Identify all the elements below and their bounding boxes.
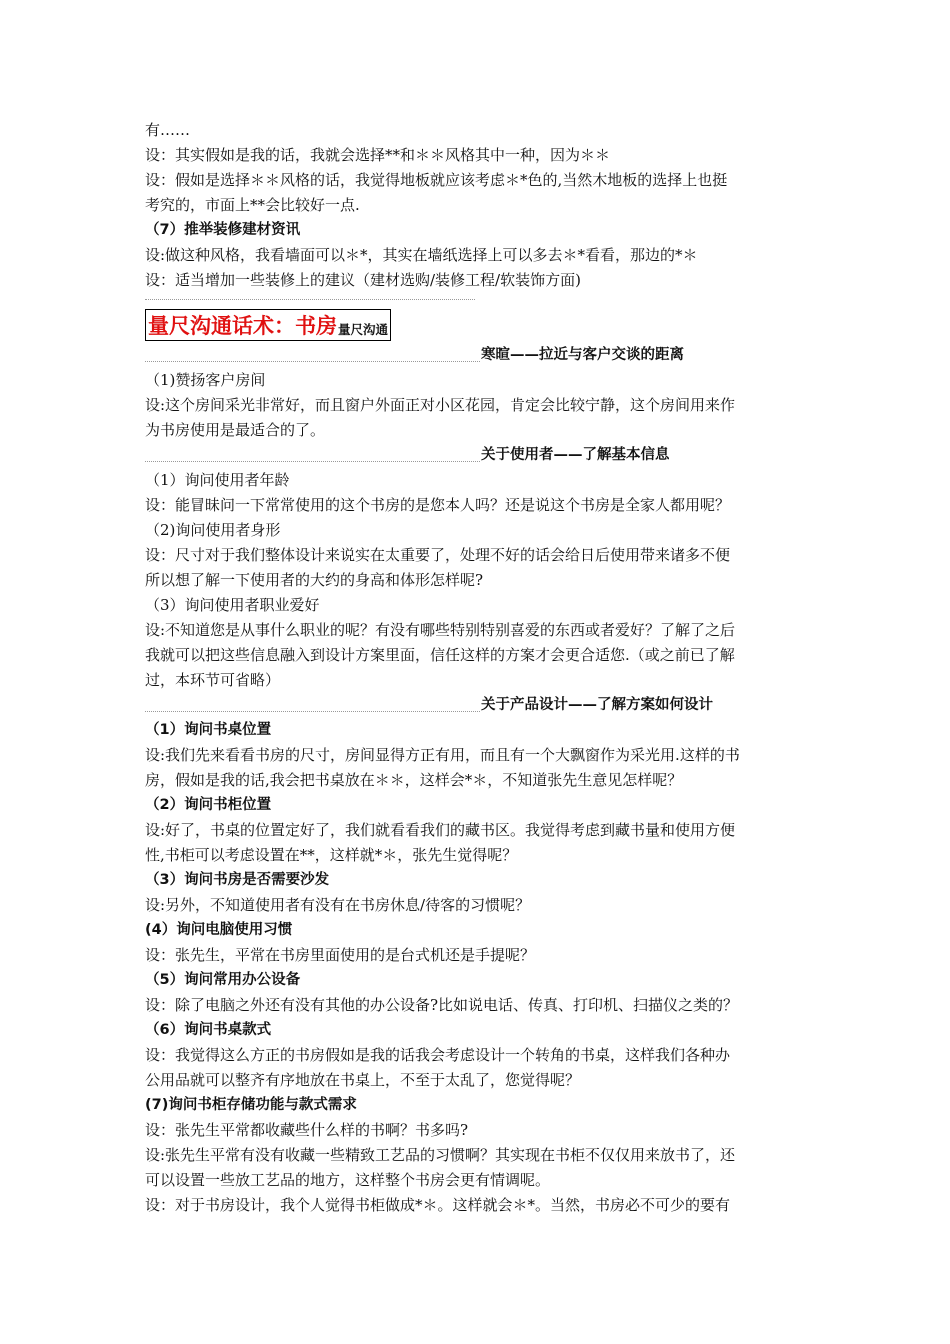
dotted-divider [145, 293, 815, 307]
text-line: 过，本环节可省略） [145, 671, 281, 689]
text-line: 所以想了解一下使用者的大约的身高和体形怎样呢? [145, 571, 484, 589]
section-heading-label: 关于产品设计——了解方案如何设计 [481, 697, 713, 713]
section-title [145, 309, 815, 343]
subheading: （7）推举装修建材资讯 [145, 222, 301, 238]
text-line: 设:另外，不知道使用者有没有在书房休息/待客的习惯呢？ [145, 896, 531, 914]
text-line: 设：适当增加一些装修上的建议（建材选购/装修工程/软装饰方面) [145, 271, 581, 289]
section-heading-product [145, 693, 815, 718]
text-line: 设:不知道您是从事什么职业的呢？有没有哪些特别特别喜爱的东西或者爱好？了解了之后 [145, 621, 736, 639]
text-line: 有…… [145, 121, 191, 139]
text-line: 设:张先生平常有没有收藏一些精致工艺品的习惯啊？其实现在书柜不仅仅用来放书了，还 [145, 1146, 736, 1164]
subheading: (7)询问书柜存储功能与款式需求 [145, 1097, 357, 1113]
subheading: (4）询问电脑使用习惯 [145, 922, 293, 938]
text-line: 房，假如是我的话,我会把书桌放在＊＊，这样会*＊，不知道张先生意见怎样呢？ [145, 771, 683, 789]
text-line: 公用品就可以整齐有序地放在书桌上，不至于太乱了，您觉得呢？ [145, 1071, 581, 1089]
document-page [145, 118, 815, 1218]
text-line: 设:好了，书桌的位置定好了，我们就看看我们的藏书区。我觉得考虑到藏书量和使用方便 [145, 821, 736, 839]
text-line: 设：其实假如是我的话，我就会选择**和＊＊风格其中一种，因为＊＊ [145, 146, 611, 164]
text-line: （1)赞扬客户房间 [145, 371, 266, 389]
text-line: 设：我觉得这么方正的书房假如是我的话我会考虑设计一个转角的书桌，这样我们各种办 [145, 1046, 731, 1064]
text-line: 设：能冒昧问一下常常使用的这个书房的是您本人吗？还是说这个书房是全家人都用呢？ [145, 496, 731, 514]
section-heading-label: 寒暄——拉近与客户交谈的距离 [481, 347, 684, 363]
text-line: 设：对于书房设计，我个人觉得书柜做成*＊。这样就会＊*。当然，书房必不可少的要有 [145, 1196, 731, 1214]
text-line: 性,书柜可以考虑设置在**，这样就*＊，张先生觉得呢？ [145, 846, 518, 864]
text-line: 考究的，市面上**会比较好一点. [145, 196, 360, 214]
text-line: 设：张先生，平常在书房里面使用的是台式机还是手提呢？ [145, 946, 536, 964]
section-heading-greeting [145, 343, 815, 368]
section-heading-label: 关于使用者——了解基本信息 [481, 447, 670, 463]
subheading: （6）询问书桌款式 [145, 1022, 272, 1038]
subheading: （3）询问书房是否需要沙发 [145, 872, 330, 888]
section-title-box [145, 309, 391, 341]
text-line: 设：张先生平常都收藏些什么样的书啊？书多吗? [145, 1121, 469, 1139]
text-line: （3）询问使用者职业爱好 [145, 596, 320, 614]
text-line: 设:这个房间采光非常好，而且窗户外面正对小区花园，肯定会比较宁静，这个房间用来作 [145, 396, 736, 414]
text-line: 可以设置一些放工艺品的地方，这样整个书房会更有情调呢。 [145, 1171, 551, 1189]
section-title-sub: 量尺沟通 [338, 322, 389, 337]
text-line: 设:我们先来看看书房的尺寸，房间显得方正有用，而且有一个大飘窗作为采光用.这样的书 [145, 746, 740, 764]
section-title-main: 量尺沟通话术：书房 [148, 314, 337, 338]
text-line: 设：除了电脑之外还有没有其他的办公设备?比如说电话、传真、打印机、扫描仪之类的？ [145, 996, 739, 1014]
section-heading-user [145, 443, 815, 468]
text-line: （1）询问使用者年龄 [145, 471, 290, 489]
text-line: 设:做这种风格，我看墙面可以＊*，其实在墙纸选择上可以多去＊*看看，那边的*＊ [145, 246, 698, 264]
subheading: （5）询问常用办公设备 [145, 972, 301, 988]
text-line: （2)询问使用者身形 [145, 521, 281, 539]
text-line: 设：尺寸对于我们整体设计来说实在太重要了，处理不好的话会给日后使用带来诸多不便 [145, 546, 731, 564]
text-line: 设：假如是选择＊＊风格的话，我觉得地板就应该考虑＊*色的,当然木地板的选择上也挺 [145, 171, 728, 189]
subheading: （2）询问书柜位置 [145, 797, 272, 813]
text-line: 为书房使用是最适合的了。 [145, 421, 326, 439]
subheading: （1）询问书桌位置 [145, 722, 272, 738]
text-line: 我就可以把这些信息融入到设计方案里面，信任这样的方案才会更合适您.（或之前已了解 [145, 646, 735, 664]
